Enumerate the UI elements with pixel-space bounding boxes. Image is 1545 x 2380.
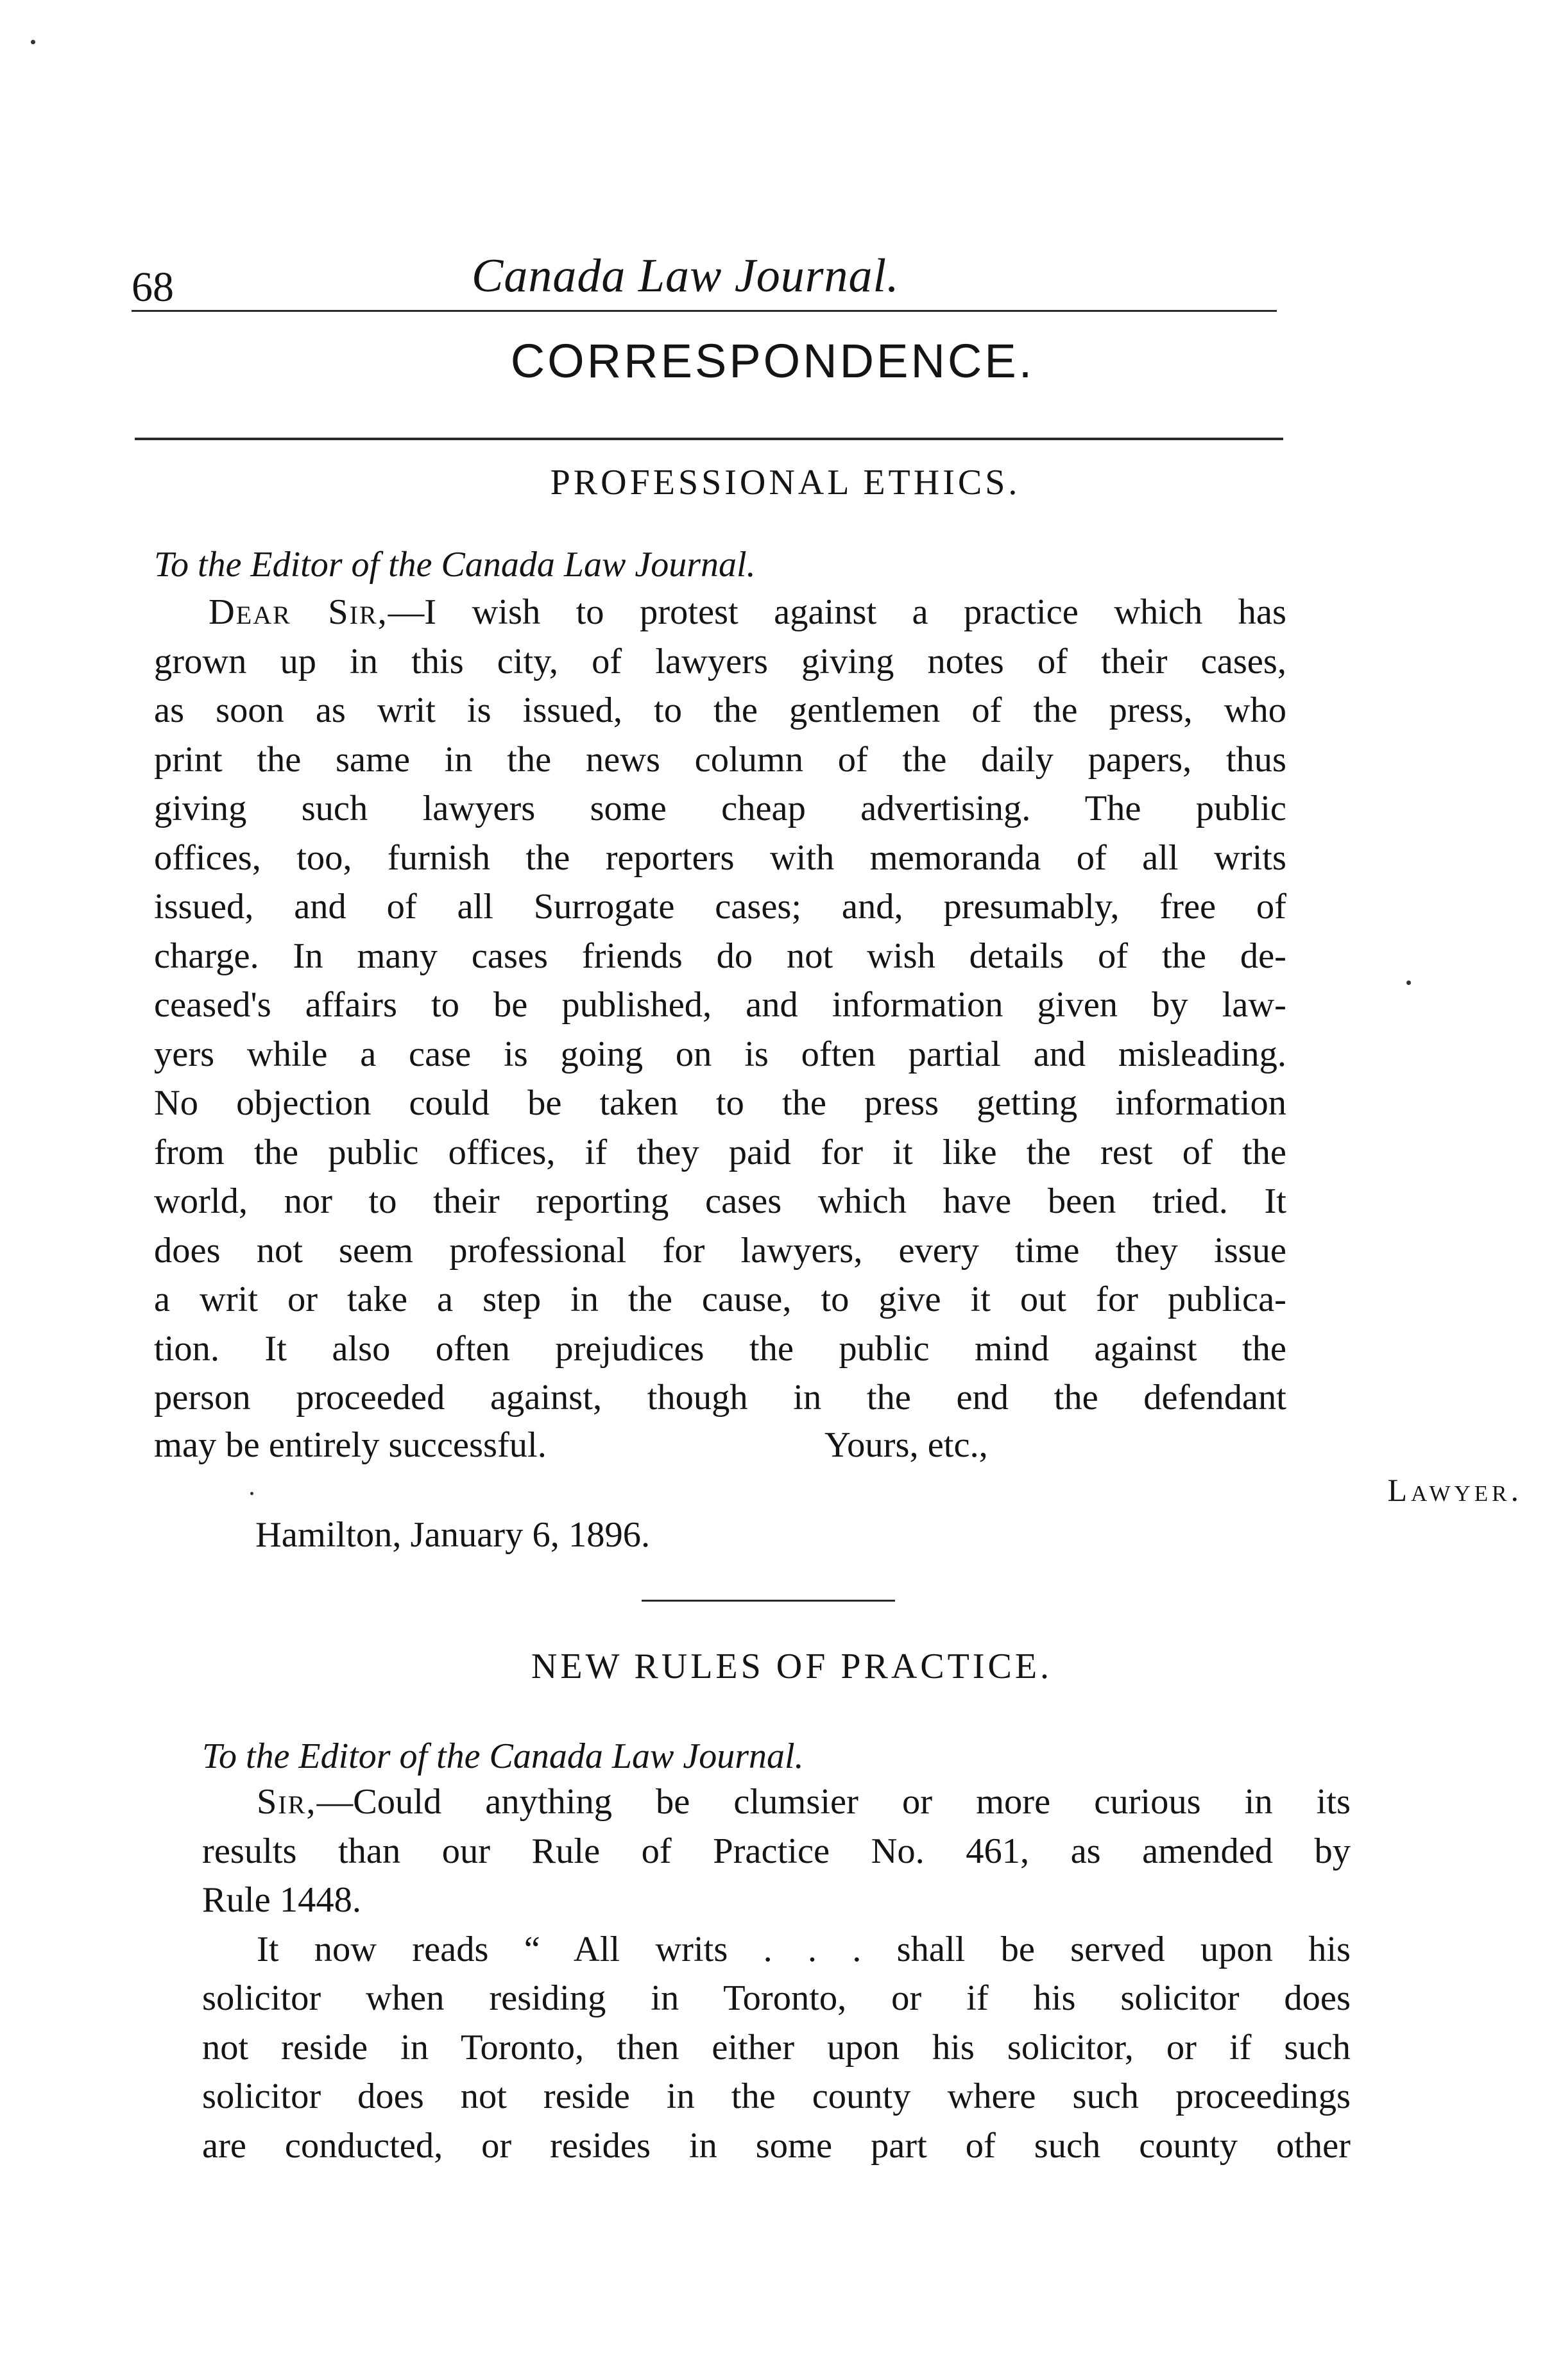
letter-line: results than our Rule of Practice No. 461, as amended by (202, 1831, 1351, 1871)
print-speck (1406, 980, 1411, 985)
letter-line: a writ or take a step in the cause, to give it out for publica- (154, 1280, 1286, 1319)
editor-address: To the Editor of the Canada Law Journal. (154, 545, 756, 585)
letter-line: does not seem professional for lawyers, every time they issue (154, 1230, 1286, 1271)
header-rule (132, 310, 1277, 312)
section-heading: CORRESPONDENCE. (510, 334, 1035, 388)
letter-line: ceased's affairs to be published, and information given by law- (154, 985, 1286, 1025)
letter-line: are conducted, or resides in some part of such county other (202, 2125, 1351, 2166)
letter-line: world, nor to their reporting cases which have been tried. It (154, 1181, 1286, 1221)
letter-line: tion. It also often prejudices the public mind against the (154, 1328, 1286, 1369)
letter-line: Dear Sir,—I wish to protest against a practice which has (209, 592, 1286, 632)
closing: Yours, etc., (824, 1425, 988, 1465)
letter-line: Rule 1448. (202, 1880, 361, 1920)
letter-line: from the public offices, if they paid for it like the rest of the (154, 1132, 1286, 1172)
print-speck (250, 1492, 253, 1495)
letter-line: It now reads “ All writs . . . shall be served upon his (257, 1929, 1351, 1969)
letter-body (154, 588, 1286, 1423)
letter-line: charge. In many cases friends do not wish details of the de- (154, 936, 1286, 976)
signature: Lawyer. (1387, 1472, 1523, 1508)
letter-line: grown up in this city, of lawyers giving notes of their cases, (154, 641, 1286, 681)
article-title-professional-ethics: PROFESSIONAL ETHICS. (550, 463, 1021, 502)
letter-line: giving such lawyers some cheap advertising. The public (154, 789, 1286, 828)
letter-line: No objection could be taken to the press getting information (154, 1083, 1286, 1123)
letter-line: person proceeded against, though in the end the defendant (154, 1378, 1286, 1417)
signoff-row (154, 1425, 1286, 1476)
letter-line: solicitor when residing in Toronto, or if his solicitor does (202, 1978, 1351, 2018)
running-head (132, 237, 1280, 311)
journal-title: Canada Law Journal. (472, 250, 900, 302)
letter-line: not reside in Toronto, then either upon his solicitor, or if such (202, 2027, 1351, 2068)
letter-line: Sir,—Could anything be clumsier or more curious in its (257, 1782, 1351, 1822)
article-title-new-rules: NEW RULES OF PRACTICE. (531, 1647, 1053, 1686)
editor-address: To the Editor of the Canada Law Journal. (202, 1736, 804, 1776)
print-speck (31, 40, 35, 44)
letter-line: offices, too, furnish the reporters with memoranda of all writs (154, 837, 1286, 878)
salutation: Sir, (257, 1782, 317, 1822)
letter-line: print the same in the news column of the daily papers, thus (154, 739, 1286, 780)
letter-line: as soon as writ is issued, to the gentlemen of the press, who (154, 690, 1286, 730)
page-number: 68 (132, 264, 174, 311)
letter-line: solicitor does not reside in the county where such proceedings (202, 2076, 1351, 2116)
letter-line: yers while a case is going on is often partial and misleading. (154, 1034, 1286, 1074)
salutation: Dear Sir, (209, 592, 388, 632)
letter-line: issued, and of all Surrogate cases; and, presumably, free of (154, 887, 1286, 927)
dateline: Hamilton, January 6, 1896. (255, 1515, 651, 1555)
section-rule (135, 438, 1283, 440)
letter-body (202, 1777, 1351, 2170)
letter-last-line: may be entirely successful. (154, 1425, 547, 1465)
article-separator (642, 1600, 895, 1602)
